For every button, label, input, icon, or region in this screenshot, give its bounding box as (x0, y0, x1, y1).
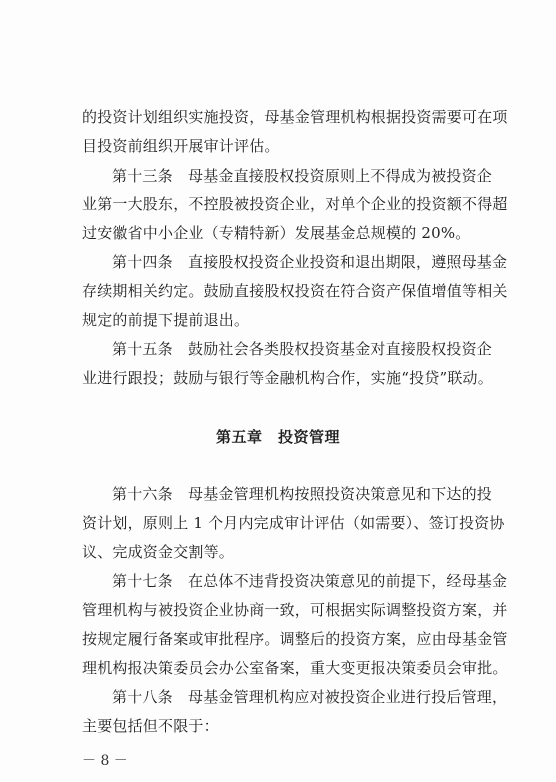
body-text-line: 管理机构与被投资企业协商一致，可根据实际调整投资方案，并 (82, 601, 508, 619)
body-text-line: 议、完成资金交割等。 (82, 543, 235, 561)
article-14-start: 第十四条 直接股权投资企业投资和退出期限，遵照母基金 (112, 253, 508, 271)
page-number: － 8 － (82, 753, 128, 769)
body-text-line: 规定的前提下提前退出。 (82, 311, 250, 329)
chapter-heading: 第五章 投资管理 (215, 428, 340, 446)
article-16-start: 第十六条 母基金管理机构按照投资决策意见和下达的投 (112, 485, 493, 503)
body-text-line: 存续期相关约定。鼓励直接股权投资在符合资产保值增值等相关 (82, 282, 508, 300)
article-17-start: 第十七条 在总体不违背投资决策意见的前提下，经母基金 (112, 572, 508, 590)
body-text-line: 业进行跟投；鼓励与银行等金融机构合作，实施“投贷”联动。 (82, 369, 493, 387)
body-text-line: 资计划，原则上 1 个月内完成审计评估（如需要）、签订投资协 (82, 514, 505, 532)
body-text-line: 过安徽省中小企业（专精特新）发展基金总规模的 20%。 (82, 224, 471, 242)
body-text-line: 的投资计划组织实施投资，母基金管理机构根据投资需要可在项 (82, 108, 508, 126)
body-text-line: 理机构报决策委员会办公室备案，重大变更报决策委员会审批。 (82, 659, 508, 677)
article-13-start: 第十三条 母基金直接股权投资原则上不得成为被投资企 (112, 167, 493, 185)
body-text-line: 主要包括但不限于： (82, 717, 219, 735)
article-15-start: 第十五条 鼓励社会各类股权投资基金对直接股权投资企 (112, 340, 493, 358)
body-text-line: 按规定履行备案或审批程序。调整后的投资方案，应由母基金管 (82, 630, 508, 648)
body-text-line: 业第一大股东，不控股被投资企业，对单个企业的投资额不得超 (82, 195, 508, 213)
body-text-line: 目投资前组织开展审计评估。 (82, 137, 280, 155)
article-18-start: 第十八条 母基金管理机构应对被投资企业进行投后管理， (112, 688, 508, 706)
